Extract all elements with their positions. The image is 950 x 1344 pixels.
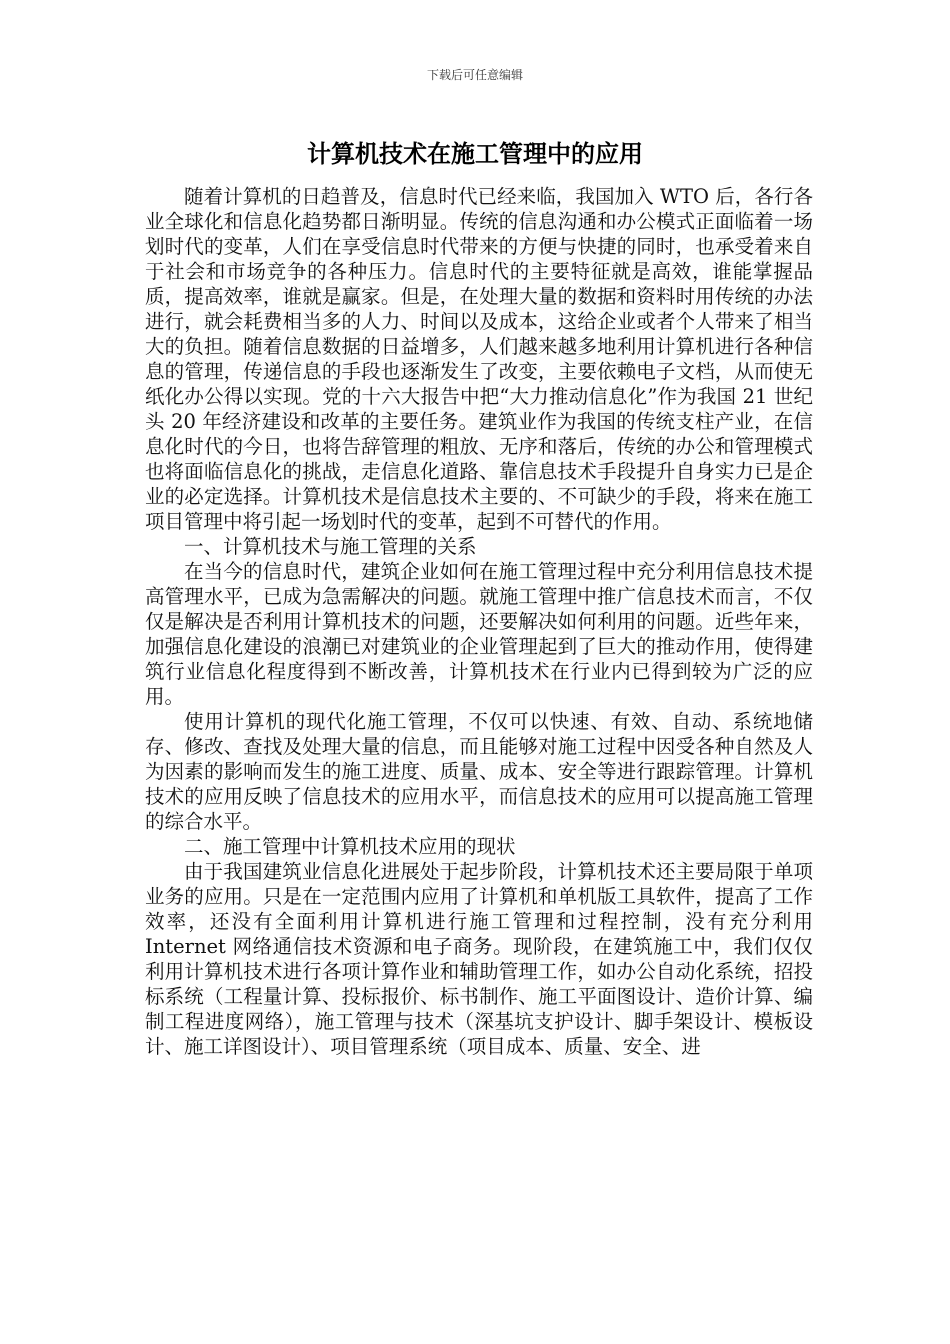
document-body: [145, 184, 813, 1059]
paragraph-relationship: 在当今的信息时代，建筑企业如何在施工管理过程中充分利用信息技术提高管理水平，已成为急需解决的问题。就施工管理中推广信息技术而言，不仅仅是解决是否利用计算机技术的问题，还要解决如何利用的问题。近些年来，加强信息化建设的浪潮已对建筑业的企业管理起到了巨大的推动作用，使得建筑行业信息化程度得到不断改善，计算机技术在行业内已得到较为广泛的应用。: [145, 560, 813, 708]
paragraph-current-status: 由于我国建筑业信息化进展处于起步阶段，计算机技术还主要局限于单项业务的应用。只是在一定范围内应用了计算机和单机版工具软件，提高了工作效率，还没有全面利用计算机进行施工管理和过程控制，没有充分利用 Internet 网络通信技术资源和电子商务。现阶段，在建筑施工中，我们仅仅利用计算机技术进行各项计算作业和辅助管理工作，如办公自动化系统，招投标系统（工程量计算、投标报价、标书制作、施工平面图设计、造价计算、编制工程进度网络），施工管理与技术（深基坑支护设计、脚手架设计、模板设计、施工详图设计）、项目管理系统（项目成本、质量、安全、进: [145, 860, 813, 1058]
header-note: 下载后可任意编辑: [426, 68, 523, 82]
paragraph-modern-management: 使用计算机的现代化施工管理，不仅可以快速、有效、自动、系统地储存、修改、查找及处理大量的信息，而且能够对施工过程中因受各种自然及人为因素的影响而发生的施工进度、质量、成本、安全等进行跟踪管理。计算机技术的应用反映了信息技术的应用水平，而信息技术的应用可以提高施工管理的综合水平。: [145, 710, 813, 833]
section-heading-2: 二、施工管理中计算机技术应用的现状: [184, 835, 516, 858]
section-heading-1: 一、计算机技术与施工管理的关系: [184, 535, 477, 558]
paragraph-intro: 随着计算机的日趋普及，信息时代已经来临，我国加入 WTO 后，各行各业全球化和信息化趋势都日渐明显。传统的信息沟通和办公模式正面临着一场划时代的变革，人们在享受信息时代带来的方便与快捷的同时，也承受着来自于社会和市场竞争的各种压力。信息时代的主要特征就是高效，谁能掌握品质，提高效率，谁就是赢家。但是，在处理大量的数据和资料时用传统的办法进行，就会耗费相当多的人力、时间以及成本，这给企业或者个人带来了相当大的负担。随着信息数据的日益增多，人们越来越多地利用计算机进行各种信息的管理，传递信息的手段也逐渐发生了改变，主要依赖电子文档，从而使无纸化办公得以实现。党的十六大报告中把“大力推动信息化”作为我国 21 世纪头 20 年经济建设和改革的主要任务。建筑业作为我国的传统支柱产业，在信息化时代的今日，也将告辞管理的粗放、无序和落后，传统的办公和管理模式也将面临信息化的挑战，走信息化道路、靠信息技术手段提升自身实力已是企业的必定选择。计算机技术是信息技术主要的、不可缺少的手段，将来在施工项目管理中将引起一场划时代的变革，起到不可替代的作用。: [145, 185, 813, 533]
document-title: 计算机技术在施工管理中的应用: [307, 140, 643, 168]
